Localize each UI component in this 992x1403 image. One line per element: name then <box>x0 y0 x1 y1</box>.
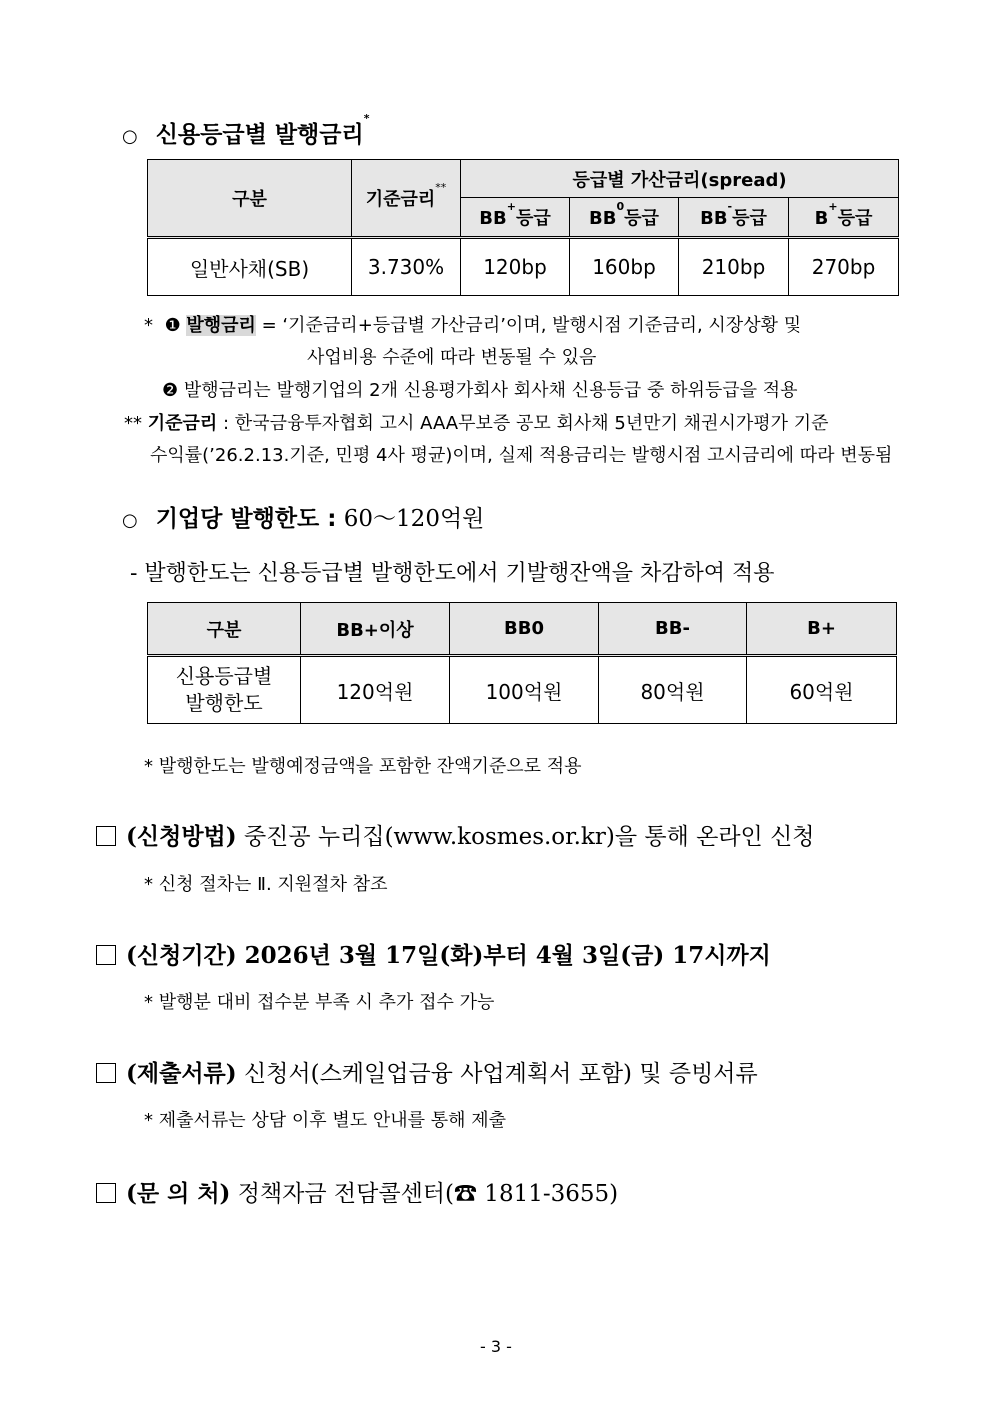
section-contact: (문 의 처) 정책자금 전담콜센터(☎ 1811-3655) <box>96 1175 618 1208</box>
section-apply-method: (신청방법) 중진공 누리집(www.kosmes.or.kr)을 통해 온라인 신청 <box>96 818 815 851</box>
section-documents-note: * 제출서류는 상담 이후 별도 안내를 통해 제출 <box>144 1110 507 1131</box>
rate-row-base: 3.730% <box>352 238 461 296</box>
rate-note-3: ** 기준금리 : 한국금융투자협회 고시 AAA무보증 공모 회사채 5년만기 채권시가평가 기준 <box>124 413 829 434</box>
checkbox-square-icon <box>96 1183 116 1203</box>
grade-header: B+등급 <box>789 198 899 238</box>
limit-desc: - 발행한도는 신용등급별 발행한도에서 기발행잔액을 차감하여 적용 <box>130 561 775 586</box>
rate-col-category: 구분 <box>148 160 352 238</box>
grade-header: BB+등급 <box>461 198 570 238</box>
section-apply-period: (신청기간) 2026년 3월 17일(화)부터 4월 3일(금) 17시까지 <box>96 937 771 970</box>
rate-note-1: * ❶ 발행금리 = ‘기준금리+등급별 가산금리’이며, 발행시점 기준금리, 시장상황 및 <box>144 315 802 336</box>
section-apply-period-note: * 발행분 대비 접수분 부족 시 추가 접수 가능 <box>144 992 495 1013</box>
circle-bullet-icon: ○ <box>122 126 138 147</box>
limit-col-header: BB- <box>599 603 747 656</box>
rate-row-label: 일반사채(SB) <box>148 238 352 296</box>
grade-header: $BB^0$등급 <box>570 198 679 238</box>
limit-col-header: 구분 <box>148 603 301 656</box>
rate-section-title <box>122 112 370 149</box>
rate-note-2: ❷ 발행금리는 발행기업의 2개 신용평가회사 회사채 신용등급 중 하위등급을 적용 <box>162 380 798 401</box>
rate-row-spread: 120bp <box>461 238 570 296</box>
contact-phone: 정책자금 전담콜센터(☎ 1811-3655) <box>230 1181 619 1207</box>
rate-row-spread: 210bp <box>679 238 789 296</box>
note-term-base-rate: 기준금리 <box>147 413 218 434</box>
rate-row-spread: 160bp <box>570 238 679 296</box>
number-one-icon: ❶ <box>164 315 181 336</box>
limit-value-cell: 80억원 <box>599 656 747 724</box>
rate-note-1-cont: 사업비용 수준에 따라 변동될 수 있음 <box>307 347 597 368</box>
limit-col-header: BB+이상 <box>301 603 450 656</box>
limit-col-header: B+ <box>747 603 897 656</box>
grade-header: BB-등급 <box>679 198 789 238</box>
rate-row-spread: 270bp <box>789 238 899 296</box>
limit-table <box>147 602 897 724</box>
checkbox-square-icon <box>96 945 116 965</box>
rate-title-text: 신용등급별 발행금리 <box>155 122 364 148</box>
page-number: - 3 - <box>480 1337 512 1356</box>
rate-note-3-cont: 수익률(’26.2.13.기준, 민평 4사 평균)이며, 실제 적용금리는 발행시점 고시금리에 따라 변동됨 <box>150 445 893 466</box>
limit-section-title: ○ 기업당 발행한도 : 60～120억원 <box>122 506 485 532</box>
checkbox-square-icon <box>96 1063 116 1083</box>
limit-row-label: 신용등급별 발행한도 <box>148 656 301 724</box>
limit-value-cell: 100억원 <box>450 656 599 724</box>
rate-table <box>147 159 899 296</box>
limit-col-header: BB0 <box>450 603 599 656</box>
note-term-issue-rate: 발행금리 <box>186 315 256 336</box>
rate-col-base: 기준금리** <box>352 160 461 238</box>
limit-value: 60～120억원 <box>336 506 485 532</box>
checkbox-square-icon <box>96 826 116 846</box>
rate-title-mark: * <box>363 112 370 125</box>
section-apply-method-note: * 신청 절차는 Ⅱ. 지원절차 참조 <box>144 874 388 895</box>
circle-bullet-icon: ○ <box>122 510 138 531</box>
section-documents: (제출서류) 신청서(스케일업금융 사업계획서 포함) 및 증빙서류 <box>96 1055 758 1088</box>
limit-value-cell: 120억원 <box>301 656 450 724</box>
rate-col-spread: 등급별 가산금리(spread) <box>461 160 899 198</box>
limit-value-cell: 60억원 <box>747 656 897 724</box>
limit-note: * 발행한도는 발행예정금액을 포함한 잔액기준으로 적용 <box>144 756 582 777</box>
number-two-icon: ❷ <box>162 380 179 401</box>
